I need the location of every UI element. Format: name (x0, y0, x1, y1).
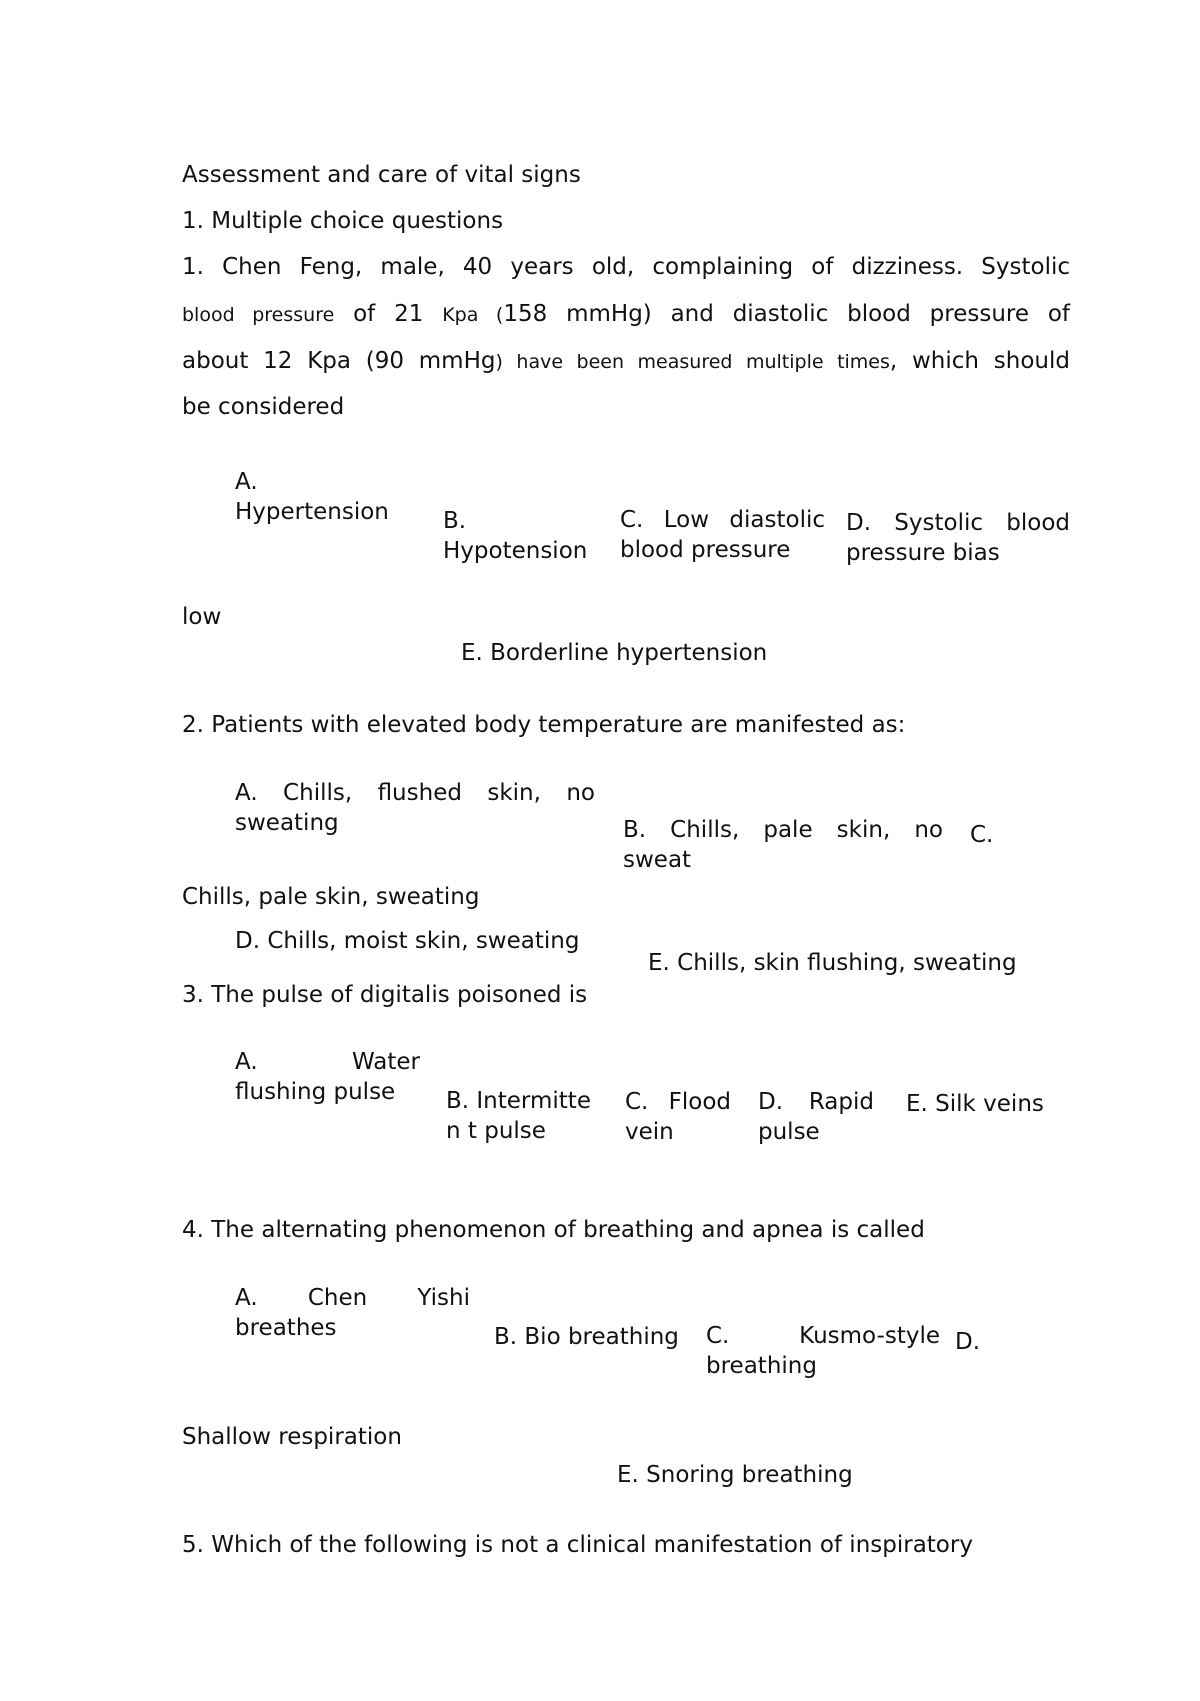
q2-option-e: E. Chills, skin flushing, sweating (648, 950, 1017, 976)
question-1-line-3 (182, 346, 1070, 377)
q2-option-c-continued: Chills, pale skin, sweating (182, 884, 480, 910)
section-heading: 1. Multiple choice questions (182, 208, 504, 234)
q1-option-d: D. Systolic blood pressure bias (846, 510, 1070, 566)
document-title: Assessment and care of vital signs (182, 162, 581, 188)
q1-option-c: C. Low diastolic blood pressure (620, 507, 825, 563)
q1-text-fragment: 158 mmHg) and diastolic blood pressure of (503, 301, 1071, 327)
q1-option-e: E. Borderline hypertension (461, 640, 768, 666)
question-5-text: 5. Which of the following is not a clinical manifestation of inspiratory (182, 1532, 973, 1558)
question-1-line-2 (182, 299, 1070, 330)
q3-option-d: D. Rapid pulse (758, 1089, 874, 1145)
q1-option-b: B. Hypotension (443, 508, 588, 564)
q3-option-b: B. Intermitten t pulse (446, 1088, 591, 1144)
question-3-text: 3. The pulse of digitalis poisoned is (182, 982, 588, 1008)
question-1-line-1: 1. Chen Feng, male, 40 years old, complaining of dizziness. Systolic (182, 254, 1070, 280)
q3-option-a: A. Water flushing pulse (235, 1049, 420, 1105)
q3-option-e: E. Silk veins (906, 1091, 1044, 1117)
q1-option-d-continued: low (182, 604, 222, 630)
q2-option-b: B. Chills, pale skin, no sweat (623, 817, 943, 873)
q2-option-c: C. (970, 822, 994, 848)
question-2-text: 2. Patients with elevated body temperature are manifested as: (182, 712, 906, 738)
q4-option-a: A. Chen Yishi breathes (235, 1285, 470, 1341)
q1-text-fragment: about 12 Kpa (90 mmHg (182, 348, 496, 374)
q1-text-fragment: blood pressure (182, 304, 335, 326)
q4-option-b: B. Bio breathing (494, 1324, 679, 1350)
q3-option-c: C. Flood vein (625, 1089, 731, 1145)
q4-option-e: E. Snoring breathing (617, 1462, 853, 1488)
q1-text-fragment: , which should (889, 348, 1070, 374)
q4-option-d: D. (955, 1329, 981, 1355)
q4-option-c: C. Kusmo-style breathing (706, 1323, 940, 1379)
q4-option-d-continued: Shallow respiration (182, 1424, 402, 1450)
q1-text-fragment: Kpa (442, 304, 479, 326)
q2-option-a: A. Chills, flushed skin, no sweating (235, 780, 595, 836)
q1-text-fragment: ) have been measured multiple times (495, 351, 890, 373)
q1-option-a: A. Hypertension (235, 469, 389, 525)
question-1-line-4: be considered (182, 394, 345, 420)
q1-text-fragment: of 21 (334, 301, 443, 327)
question-4-text: 4. The alternating phenomenon of breathing and apnea is called (182, 1217, 925, 1243)
q1-text-fragment: ( (478, 304, 504, 326)
q2-option-d: D. Chills, moist skin, sweating (235, 928, 580, 954)
